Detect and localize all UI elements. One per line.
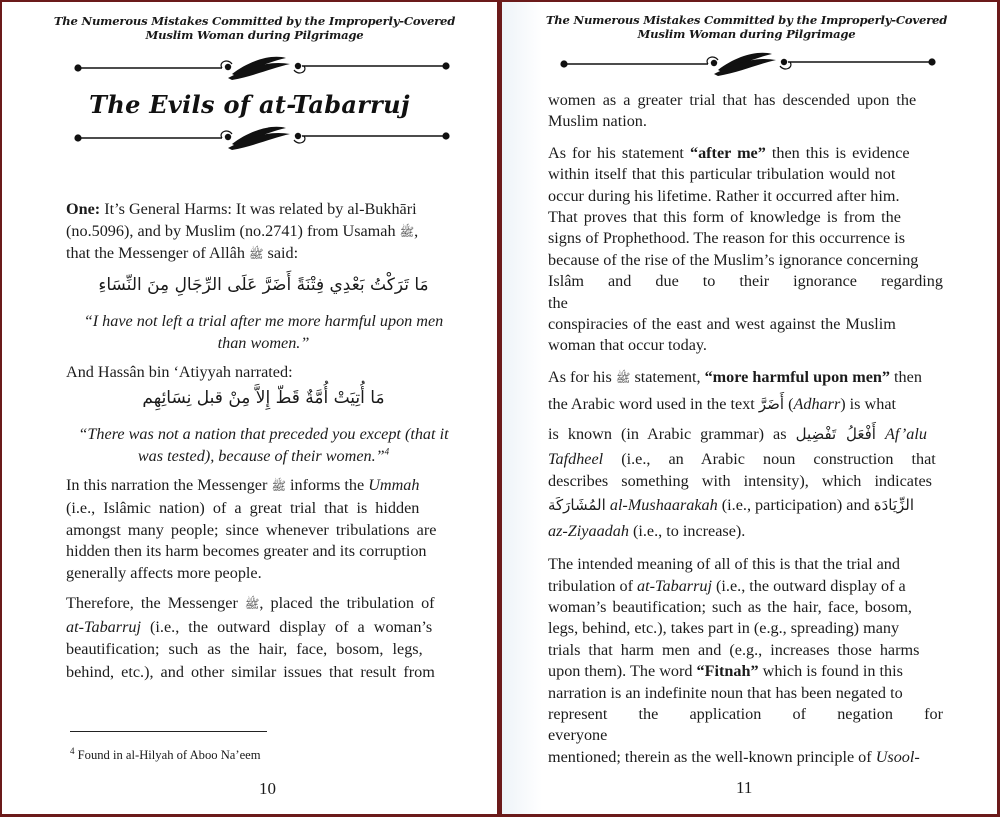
footnote-rule xyxy=(70,731,267,732)
paragraph-one xyxy=(66,199,461,266)
line: (no.5096), and by Muslim (no.2741) from Usamah ﷺ, xyxy=(66,221,419,240)
paragraph-ummah: In this narration the Messenger ﷺ informs the Ummah (i.e., Islâmic nation) of a great trial that is hidden amongst many people; since whenever tribulations are hidden then its harm becomes greater and its corruption generally affects more people. xyxy=(66,476,437,582)
arabic-hadith-1: مَا تَرَكْتُ بَعْدِي فِتْنَةً أَضَرَّ عَلَى الرِّجَالِ مِنَ النِّسَاءِ xyxy=(98,274,429,295)
footnote-text: Found in al-Hilyah of Aboo Na’eem xyxy=(74,748,261,762)
left-body xyxy=(66,199,461,683)
footnote xyxy=(70,745,261,763)
lead-label: One: xyxy=(66,200,101,218)
line: One: It’s General Harms: It was related by al-Bukhāri xyxy=(66,200,417,218)
honorific-icon: ﷺ xyxy=(244,597,260,612)
honorific-icon: ﷺ xyxy=(271,479,286,494)
paragraph-intended-meaning: The intended meaning of all of this is that the trial and tribulation of at-Tabarruj (i.e., the outward display of a woman’s beautification; such as the hair, face, bosom, legs, behind, etc.), takes part in (e.g., spreading) many trials that harm men and (e.g., increases those harms upon them). The word “Fitnah” which is found in this narration is an indefinite noun that has been negated to represent the application of negation for everyone mentioned; therein as the well-known principle of Usool- xyxy=(548,555,943,766)
page-number: 10 xyxy=(259,779,276,798)
paragraph-after-me: As for his statement “after me” then this is evidence within itself that this particular tribulation would not occur during his lifetime. Rather it occurred after him. That proves that this form of knowledge is from the signs of Prophethood. The reason for this occurrence is because of the rise of the Muslim’s ignorance concerning Islâm and due to their ignorance regarding the conspiracies of the east and west against the Muslim woman that occur today. xyxy=(548,143,943,355)
chapter-title: The Evils of at-Tabarruj xyxy=(89,90,410,119)
footnote-ref[interactable]: 4 xyxy=(384,446,390,457)
running-head-line-2: Muslim Woman during Pilgrimage xyxy=(637,27,856,41)
running-head xyxy=(502,13,997,41)
honorific-icon: ﷺ xyxy=(615,370,631,385)
honorific-icon: ﷺ xyxy=(248,247,264,262)
right-body xyxy=(548,90,943,768)
line: that the Messenger of Allâh ﷺ said: xyxy=(66,244,299,263)
arabic-hadith-2: مَا أُتِيَتْ أُمَّةٌ قَطّ إِلاَّ مِنْ قبل نِسَائِهِم xyxy=(142,388,385,409)
running-head-line-1: The Numerous Mistakes Committed by the Improperly-Covered xyxy=(53,14,456,28)
running-head-line-2: Muslim Woman during Pilgrimage xyxy=(145,28,364,42)
left-page xyxy=(2,2,497,814)
right-page xyxy=(502,2,997,814)
running-head xyxy=(12,14,497,42)
arabic-word-adharr: أَضَرَّ xyxy=(758,395,785,414)
narrated-line: And Hassân bin ‘Atiyyah narrated: xyxy=(66,362,293,381)
honorific-icon: ﷺ xyxy=(399,224,415,239)
paragraph-therefore: Therefore, the Messenger ﷺ, placed the tribulation of at-Tabarruj (i.e., the outward display of a woman’s beautification; such as the hair, face, bosom, legs, behind, etc.), and other similar issues that result from xyxy=(66,594,435,681)
arabic-word-mushaarakah: المُشَارَكَة xyxy=(548,496,606,515)
arabic-word-ziyaadah: الزِّيَادَة xyxy=(873,496,915,515)
ornament-divider-top xyxy=(72,54,452,82)
running-head-line-1: The Numerous Mistakes Committed by the Improperly-Covered xyxy=(545,13,948,27)
arabic-word-afalu-tafdheel: أَفْعَلُ تَفْضِيل xyxy=(795,425,876,444)
paragraph-more-harmful: As for his ﷺ statement, “more harmful upon men” then the Arabic word used in the text أَضَرَّ (Adharr) is what is known (in Arabic grammar) as أَفْعَلُ تَفْضِيل Af’alu Tafdheel (i.e., an Arabic noun construction that describes something with intensity), which indicates المُشَارَكَة al-Mushaarakah (i.e., participation) and الزِّيَادَة az-Ziyaadah (i.e., to increase). xyxy=(548,367,936,541)
ornament-divider-bottom xyxy=(72,124,452,152)
ornament-divider-top xyxy=(558,50,938,78)
translation-quote-2: “There was not a nation that preceded you except (that it was tested), because of their women.”$^4$ xyxy=(78,425,449,466)
page-number: 11 xyxy=(736,778,753,797)
translation-quote-1: “I have not left a trial after me more harmful upon men than women.” xyxy=(83,311,444,352)
footnote-number: 4 xyxy=(70,745,75,756)
paragraph-continued: women as a greater trial that has descended upon the Muslim nation. xyxy=(548,91,917,131)
